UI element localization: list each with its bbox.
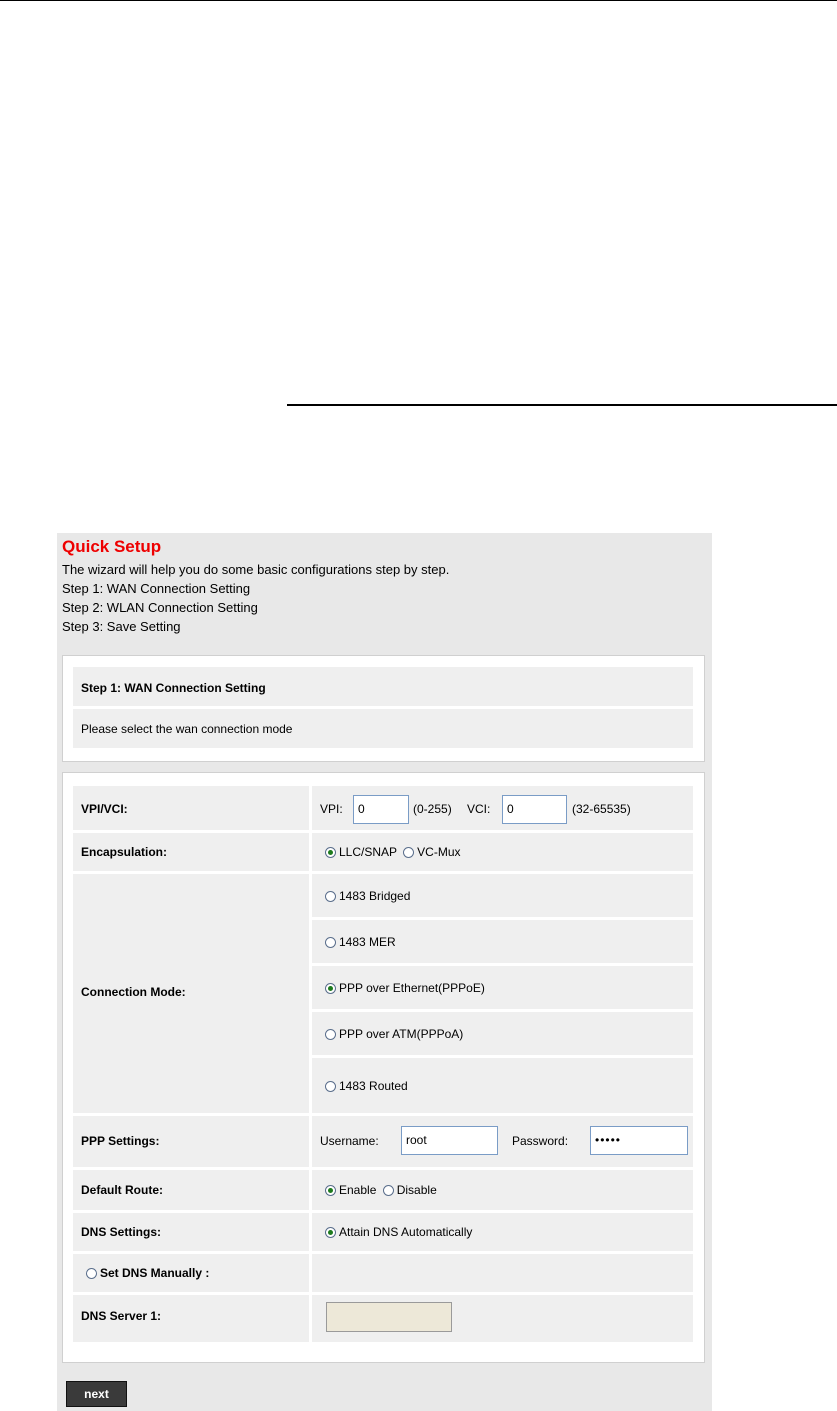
option-label: PPP over ATM(PPPoA) [339, 1027, 464, 1041]
separator-rule [287, 404, 837, 406]
mode-pppoe-option[interactable] [325, 981, 485, 995]
dns-server-1-label: DNS Server 1: [81, 1309, 162, 1323]
mode-1483-routed-option[interactable] [325, 1079, 408, 1093]
vpivci-label: VPI/VCI: [81, 802, 128, 816]
option-label: PPP over Ethernet(PPPoE) [339, 981, 485, 995]
mode-pppoa-option[interactable] [325, 1027, 463, 1041]
vpi-range: (0-255) [413, 802, 452, 816]
radio-icon[interactable] [403, 847, 414, 858]
vpi-label: VPI: [320, 802, 343, 816]
default-route-enable-label: Enable [339, 1183, 377, 1197]
intro-step-1: Step 1: WAN Connection Setting [62, 581, 251, 596]
vci-label: VCI: [467, 802, 491, 816]
radio-icon[interactable] [325, 1029, 336, 1040]
option-label: 1483 MER [339, 935, 396, 949]
connection-mode-label: Connection Mode: [81, 985, 186, 999]
intro-step-3: Step 3: Save Setting [62, 619, 181, 634]
username-input[interactable]: root [401, 1126, 498, 1155]
option-label: 1483 Routed [339, 1079, 408, 1093]
radio-selected-icon[interactable] [325, 847, 336, 858]
encapsulation-label: Encapsulation: [81, 845, 168, 859]
dns-manual-label: Set DNS Manually : [100, 1266, 210, 1280]
intro-text: The wizard will help you do some basic configurations step by step. [62, 562, 450, 577]
encap-llc-snap-label: LLC/SNAP [339, 845, 397, 859]
next-button[interactable]: next [66, 1381, 127, 1407]
radio-icon[interactable] [325, 1081, 336, 1092]
encap-llc-snap-option[interactable] [325, 845, 461, 859]
radio-icon[interactable] [325, 937, 336, 948]
dns-manual-option[interactable] [86, 1266, 209, 1280]
username-label: Username: [320, 1134, 379, 1148]
radio-selected-icon[interactable] [325, 983, 336, 994]
mode-1483-mer-option[interactable] [325, 935, 396, 949]
default-route-options[interactable] [325, 1183, 437, 1197]
step-heading: Step 1: WAN Connection Setting [81, 681, 266, 695]
ppp-settings-label: PPP Settings: [81, 1134, 160, 1148]
top-rule [0, 0, 837, 1]
intro-step-2: Step 2: WLAN Connection Setting [62, 600, 258, 615]
default-route-label: Default Route: [81, 1183, 163, 1197]
default-route-disable-label: Disable [396, 1183, 437, 1197]
radio-icon[interactable] [86, 1268, 97, 1279]
vci-range: (32-65535) [572, 802, 631, 816]
radio-selected-icon[interactable] [325, 1185, 336, 1196]
vci-input[interactable]: 0 [502, 795, 567, 824]
password-label: Password: [512, 1134, 569, 1148]
page-title: Quick Setup [62, 537, 162, 556]
dns-auto-option[interactable] [325, 1225, 472, 1239]
mode-1483-bridged-option[interactable] [325, 889, 410, 903]
radio-selected-icon[interactable] [325, 1227, 336, 1238]
radio-icon[interactable] [383, 1185, 394, 1196]
row-value-cell [312, 1254, 693, 1292]
vpi-input[interactable]: 0 [353, 795, 409, 824]
option-label: 1483 Bridged [339, 889, 411, 903]
radio-icon[interactable] [325, 891, 336, 902]
dns-server-1-input[interactable] [326, 1302, 452, 1332]
encap-vc-mux-label: VC-Mux [417, 845, 461, 859]
dns-settings-label: DNS Settings: [81, 1225, 162, 1239]
dns-auto-label: Attain DNS Automatically [339, 1225, 473, 1239]
step-subtitle: Please select the wan connection mode [81, 722, 293, 736]
password-input[interactable]: ••••• [590, 1126, 688, 1155]
